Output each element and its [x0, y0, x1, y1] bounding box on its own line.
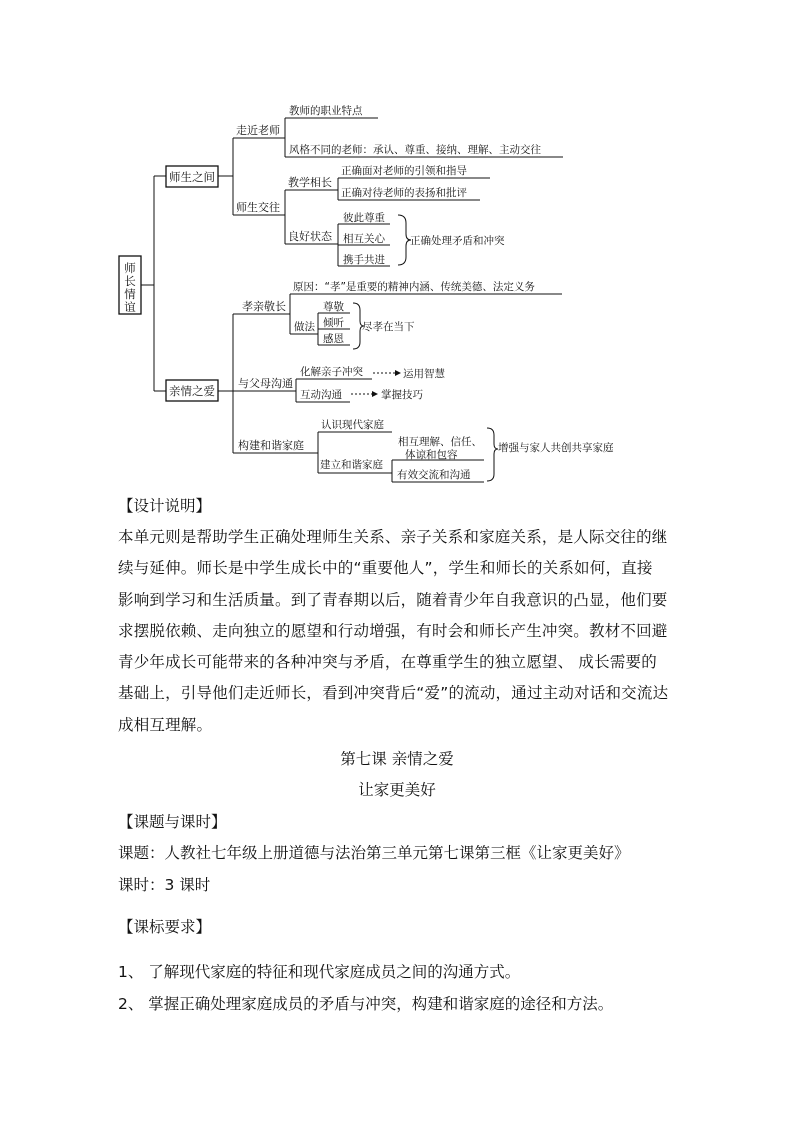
node-near-teacher: 走近老师 [236, 124, 280, 137]
design-line-1: 本单元则是帮助学生正确处理师生关系、亲子关系和家庭关系，是人际交往的继 [118, 528, 668, 546]
establish-item-3: 有效交流和沟通 [397, 469, 471, 481]
lesson-title: 第七课 亲情之爱 [340, 750, 454, 768]
good-item-1: 彼此尊重 [343, 212, 385, 224]
branch-family-label: 亲情之爱 [169, 384, 215, 398]
design-line-3: 影响到学习和生活质量。到了青春期以后，随着青少年自我意识的凸显，他们要 [118, 590, 668, 609]
design-paragraph [118, 522, 688, 741]
establish-item-1: 相互理解、信任、 [398, 436, 482, 448]
node-build-family: 构建和谐家庭 [238, 439, 304, 452]
node-method: 做法 [294, 321, 315, 333]
design-heading: 【设计说明】 [118, 497, 212, 515]
method-item-2: 倾听 [323, 317, 344, 329]
good-result: 正确处理矛盾和冲突 [410, 235, 505, 247]
root-label-4: 谊 [124, 300, 136, 314]
method-item-1: 尊敬 [323, 301, 344, 313]
know-modern-family: 认识现代家庭 [321, 419, 384, 431]
design-line-7: 成相互理解。 [118, 715, 213, 734]
root-label-2: 长 [124, 274, 136, 288]
establish-item-2: 体谅和包容 [405, 449, 458, 461]
good-item-2: 相互关心 [343, 233, 385, 245]
near-item-2: 风格不同的老师：承认、尊重、接纳、理解、主动交往 [289, 144, 541, 156]
node-teacher-interaction: 师生交往 [236, 201, 280, 214]
node-communicate: 与父母沟通 [238, 377, 293, 390]
node-good-state: 良好状态 [288, 230, 332, 243]
lesson-subtitle: 让家更美好 [358, 781, 436, 799]
resolve-result: 运用智慧 [403, 368, 445, 380]
standard-item-2: 2、 掌握正确处理家庭成员的矛盾与冲突，构建和谐家庭的途径和方法。 [118, 995, 614, 1013]
node-establish-family: 建立和谐家庭 [320, 459, 383, 471]
interact-result: 掌握技巧 [381, 389, 423, 401]
topic-heading: 【课题与课时】 [118, 813, 227, 831]
method-item-3: 感恩 [323, 333, 344, 345]
resolve-conflict: 化解亲子冲突 [300, 366, 363, 378]
design-line-2: 续与延伸。师长是中学生成长中的“重要他人”，学生和师长的关系如何，直接 [118, 559, 653, 578]
teach-item-2: 正确对待老师的表扬和批评 [341, 187, 467, 199]
concept-map [0, 0, 794, 500]
hours-line: 课时：3 课时 [118, 876, 211, 894]
topic-line: 课题：人教社七年级上册道德与法治第三单元第七课第三框《让家更美好》 [118, 844, 630, 862]
branch-teacher-label: 师生之间 [169, 170, 215, 184]
standard-item-1: 1、 了解现代家庭的特征和现代家庭成员之间的沟通方式。 [118, 963, 521, 981]
method-result: 尽孝在当下 [362, 321, 415, 333]
root-label-1: 师 [124, 261, 136, 275]
node-filial: 孝亲敬长 [242, 300, 286, 313]
root-label-3: 情 [124, 287, 136, 301]
design-line-6: 基础上，引导他们走近师长，看到冲突背后“爱”的流动，通过主动对话和交流达 [118, 684, 669, 703]
node-teach-learn: 教学相长 [288, 176, 332, 189]
teach-item-1: 正确面对老师的引领和指导 [341, 165, 467, 177]
design-line-4: 求摆脱依赖、走向独立的愿望和行动增强，有时会和师长产生冲突。教材不回避 [118, 621, 668, 640]
design-line-5: 青少年成长可能带来的各种冲突与矛盾，在尊重学生的独立愿望、 成长需要的 [118, 653, 657, 672]
good-item-3: 携手共进 [343, 254, 385, 266]
standard-heading: 【课标要求】 [118, 918, 212, 936]
filial-reason: 原因：“孝”是重要的精神内涵、传统美德、法定义务 [293, 281, 535, 293]
establish-result: 增强与家人共创共享家庭 [498, 442, 614, 454]
interactive-communication: 互动沟通 [300, 389, 342, 401]
near-item-1: 教师的职业特点 [289, 105, 363, 117]
